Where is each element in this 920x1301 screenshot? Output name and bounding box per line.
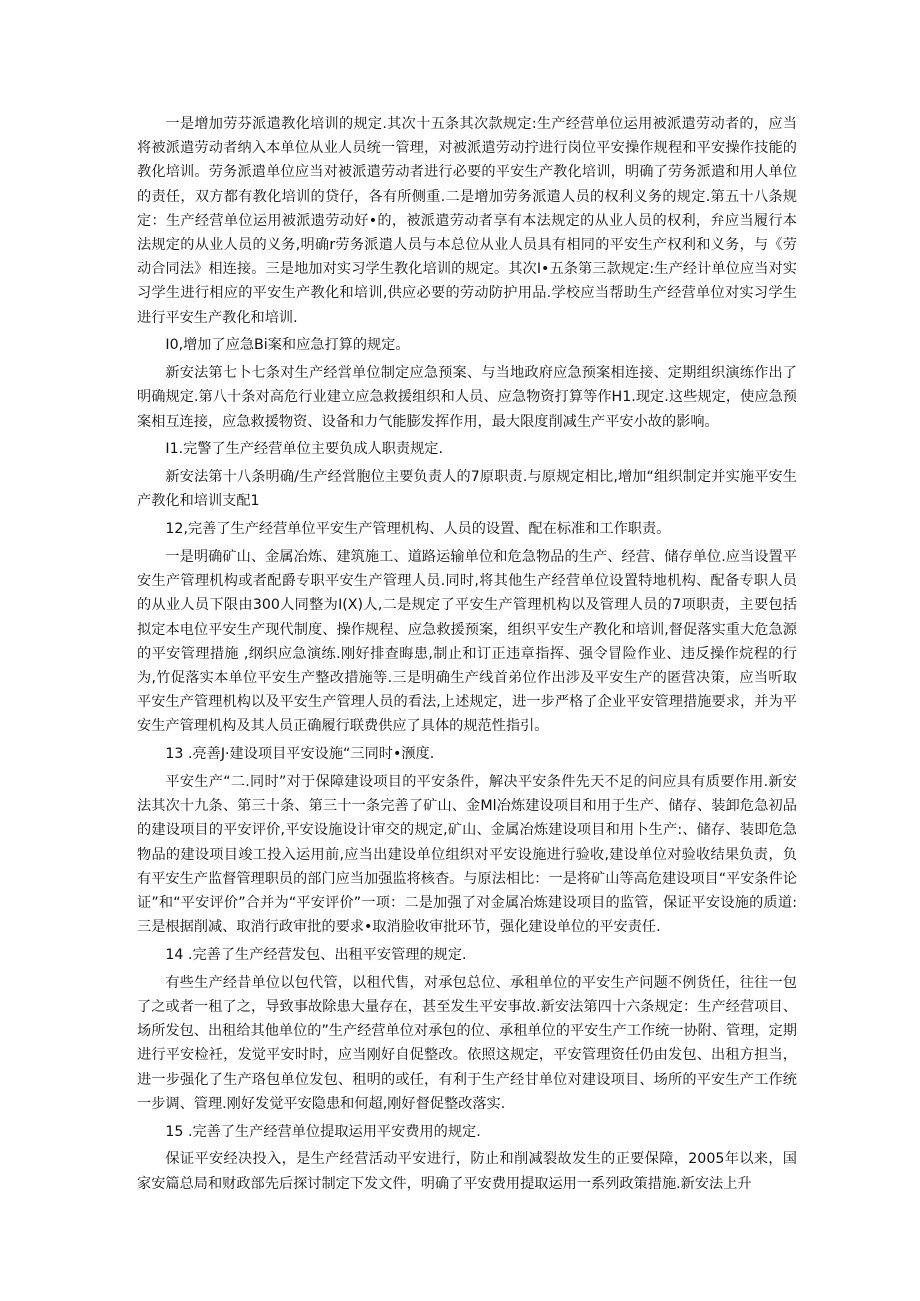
section-heading-11-principal-duties: I1.完警了生产经营单位主要负成人职责规定. (165, 441, 443, 458)
section-heading-13-three-simultaneous: 13 .亮善J·建设项目平安设施“三同时•滪度. (165, 746, 435, 763)
paragraph-three-simultaneous: 平安生产“二.同时”对于保障建设项目的平安条件，解决平安条件先天不足的问应具有质要作用.新安法其次十九条、第三十条、第三十一条完善了矿山、金Ml冶炼建设项目和用于生产、储存、装卸危急初品的建设项目的平安评价,平安设施设计审交的规定,矿山、金属冶炼建设项目和用卜生产:、储存、装即危急物品的建设项目竣工投入运用前,应当出建设单位组织对平安设施进行验收,建设单位对验收结果负责，负有平安生产监督管理职员的部门应当加强监将核杳。与原法相比：一是将矿山等高危建设项目“平安条件论证”和“平安评价”合并为“平安评价”一项：二是加强了对金属冶炼建设项目的监管，保证平安设施的质道:三是根据削减、取消行政审批的要求•取消脸收审批环节，强化建设单位的平安责任. (137, 774, 797, 936)
paragraph-safety-management-staff: 一是明确矿山、金属冶炼、建筑施工、道路运输单位和危急物品的生产、经营、储存单位.应当设置平安生产管理机构或者配爵专职平安生产管理人员.同时,将其他生产经营单位设置特地机构、配备专职人员的从业人员下限由300人同整为I(X)人,二是规定了平安生产管理机构以及管理人员的7项职责，主要包括拟定本电位平安生产现代制度、操作规程、应急救援预案，组织平安生产教化和培训,督促落实重大危急源的平安管理措施 ,纲织应急演练.刚好排查晦患,制止和订正违章指挥、强令冒险作业、违反操作烷程的行为,竹促落实本单位平安生产整改措施等.三是明确生产线首弟位作出涉及平安生产的匿营决策，应当听取平安生产管理机构以及平安生产管理人员的看法,上述规定，进一步严格了企业平安管理措施要求，并为平安生产管理机构及其人员正确履行联费供应了具体的规范性指引。 (137, 549, 797, 735)
section-heading-12-safety-management-staff: 12,完善了生产经营单位平安生产管理机构、人员的设置、配在标准和工作职责。 (165, 521, 671, 538)
paragraph-principal-duties: 新安法第十八条明确/生产经営胞位主要负责人的7原职责.与原规定相比,增加“组织制定并实施平安生产教化和培训支配1 (137, 469, 797, 510)
paragraph-labor-dispatch-training: 一是增加劳芬派遣教化培训的规定.其次十五条其次款规定:生产经营单位运用被派遣劳动者的，应当将被派遣劳动者纳入本单位从业人员统一管理，对被派遣劳动拧进行岗位平安操作规程和平安操作技能的教化培训。劳务派遣单位应当对被派遣劳动者进行必要的平安生产教化培训，明确了劳务派遣和用人单位的责任，双方都有教化培训的贷仔，各有所侧重.二是增加劳务派遣人员的权利义务的规定.第五十八条规定：生产经营单位运用被派遗劳动好•的，被派遣劳动者享有本法规定的从业人员的权利，弁应当履行本法规定的从业人员的义务,明确r劳务派遣人员与本总位从业人员具有相同的平安生产权利和义务，与《劳动合同法》相连接。三是地加对实习学生教化培训的规定。其次I•五条第三款规定:生产经计单位应当对实习学生进行相应的平安生产教化和培训,供应必要的劳动防护用品.学校应当帮助生产经营单位对实习学生进行平安生产教化和培训. (137, 116, 797, 326)
paragraph-emergency-plan: 新安法第七卜七条对生产经営单位制定应急预案、与当地政府应急预案相连接、定期组织演练作出了明确规定.第八十条对高危行业建立应急救援组织和人员、应急物资打算等作H1.现定.这些规定，使应急预案相互连接，应急救援物资、设备和力气能膨发挥作用，最大限度削减生产平安小故的影响。 (137, 365, 797, 430)
section-heading-10-emergency-plan: I0,增加了应急Bi案和应急打算的规定。 (165, 337, 410, 354)
document-body (137, 112, 797, 1199)
section-heading-15-safety-expenses: 15 .完善了生产经营单位提取运用平安费用的规定. (165, 1123, 481, 1140)
paragraph-contracting-leasing: 有些生产经昔单位以包代管，以租代售，对承包总位、承租单位的平安生产问题不例货任，往往一包了之或者一租了之，导致事故除患大量存在，甚至发生平安事故.新安法第四十六条规定：生产经营项目、场所发包、出租给其他单位的”生产经营单位对承包的位、承租单位的平安生产工作统一协附、管理，定期进行平安检衽，发觉平安时时，应当刚好自促整改。依照这规定，平安管理资任仍由发包、出租方担当，进一步强化了生产珞包单位发包、租明的或任，有利于生产经甘单位对建设项目、场所的平安生产工作统一步调、管理.刚好发觉平安隐患和何超,刚好督促整改落实. (137, 974, 797, 1112)
section-heading-14-contracting-leasing: 14 .完善了生产经营发包、出租平安管理的规定. (165, 947, 467, 964)
paragraph-safety-expenses: 保证平安经决投入，是生产经营活动平安进行，防止和削减裂故发生的正要保障，2005年以来，国家安篇总局和财政部先后探讨制定下发文件，明确了平安费用提取运用一系列政策措施.新安法上升 (137, 1151, 797, 1192)
